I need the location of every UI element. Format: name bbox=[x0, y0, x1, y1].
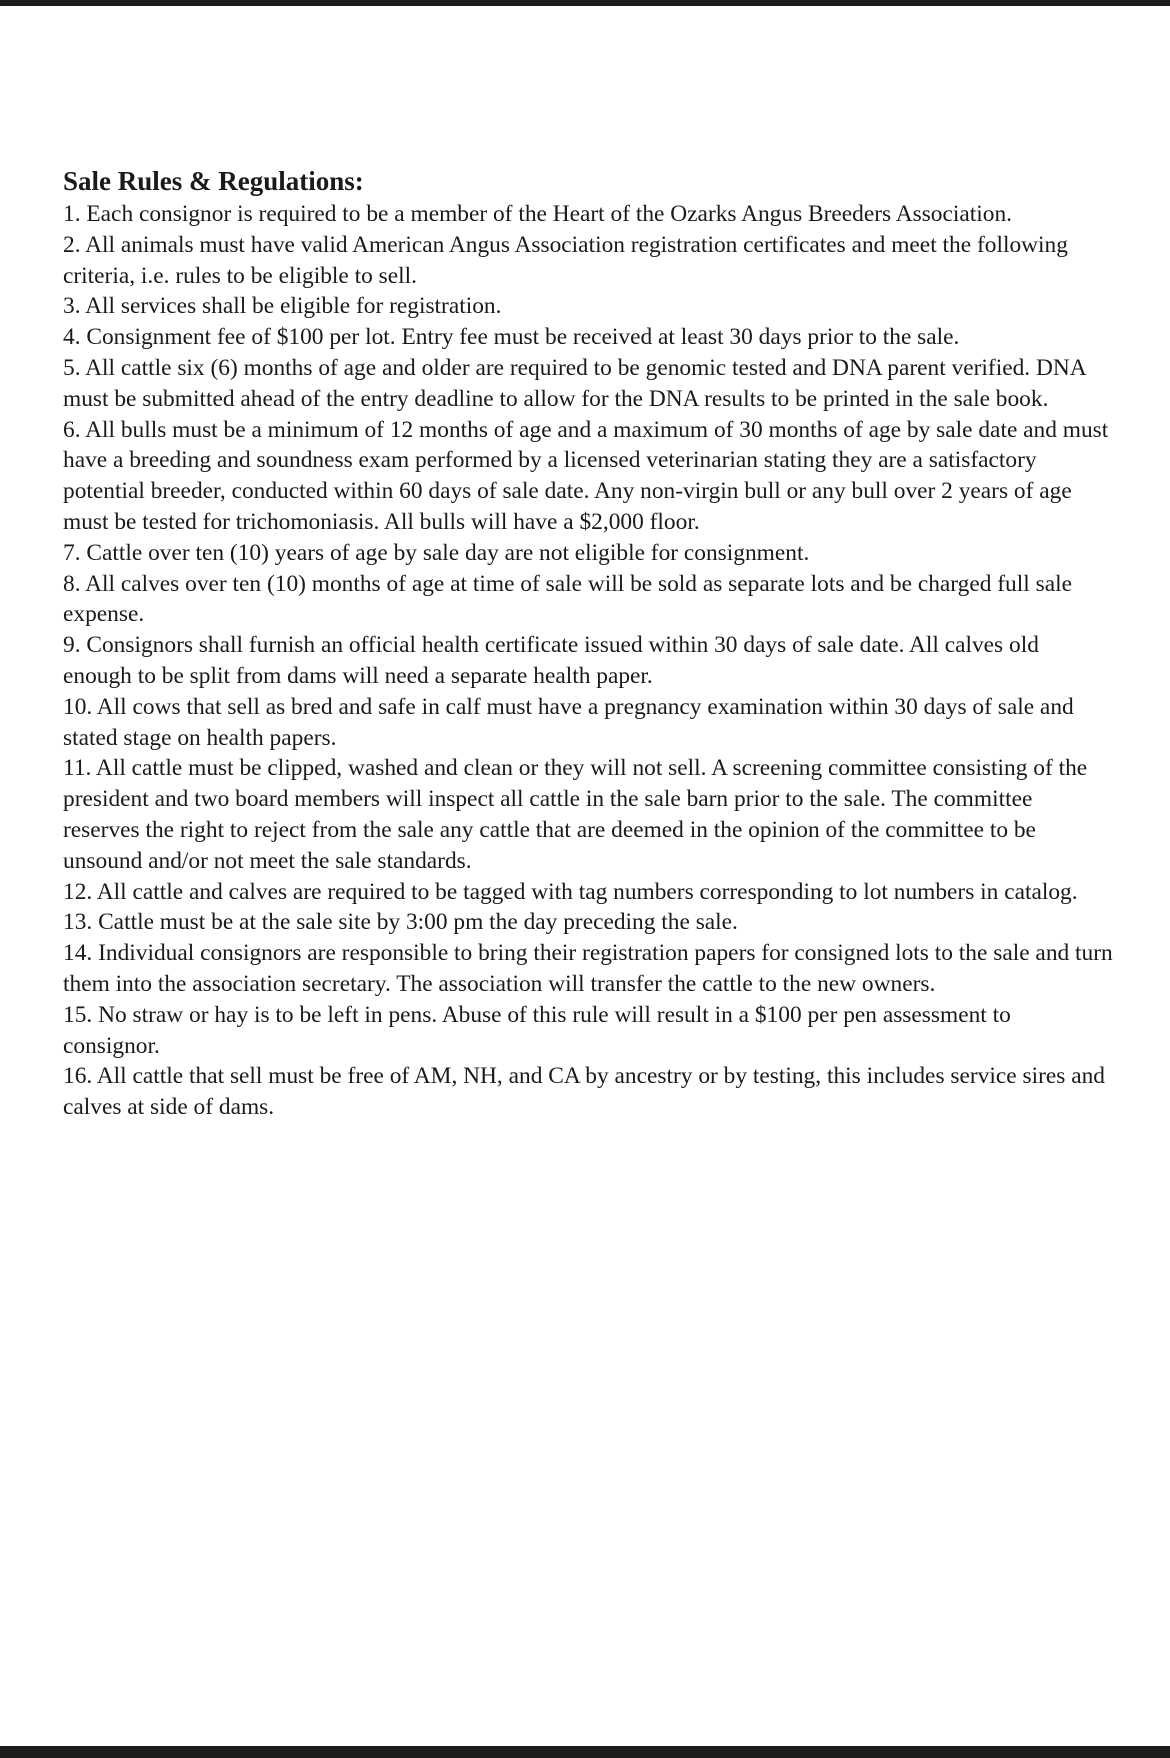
rule-4: 4. Consignment fee of $100 per lot. Entry fee must be received at least 30 days prior to the sale. bbox=[63, 324, 960, 351]
bottom-border bbox=[0, 1746, 1170, 1758]
rule-15: 15. No straw or hay is to be left in pens. Abuse of this rule will result in a $100 per pen assessment to consignor. bbox=[63, 1001, 1011, 1059]
rules-list bbox=[63, 199, 1113, 1123]
rule-13: 13. Cattle must be at the sale site by 3:00 pm the day preceding the sale. bbox=[63, 909, 738, 936]
rule-12: 12. All cattle and calves are required to be tagged with tag numbers corresponding to lot numbers in catalog. bbox=[63, 878, 1078, 905]
rule-6: 6. All bulls must be a minimum of 12 months of age and a maximum of 30 months of age by sale date and must have a breeding and soundness exam performed by a licensed veterinarian stating they are a satisfactory potential breeder, conducted within 60 days of sale date. Any non-virgin bull or any bull over 2 years of age must be tested for trichomoniasis. All bulls will have a $2,000 floor. bbox=[63, 416, 1109, 535]
rule-16: 16. All cattle that sell must be free of AM, NH, and CA by ancestry or by testing, this includes service sires and calves at side of dams. bbox=[63, 1063, 1105, 1121]
rule-2: 2. All animals must have valid American Angus Association registration certificates and meet the following criteria, i.e. rules to be eligible to sell. bbox=[63, 231, 1068, 289]
rule-9: 9. Consignors shall furnish an official health certificate issued within 30 days of sale date. All calves old enough to be split from dams will need a separate health paper. bbox=[63, 632, 1039, 689]
rule-8: 8. All calves over ten (10) months of age at time of sale will be sold as separate lots and be charged full sale expense. bbox=[63, 570, 1072, 628]
rule-11: 11. All cattle must be clipped, washed and clean or they will not sell. A screening committee consisting of the president and two board members will inspect all cattle in the sale barn prior to the sale. The committee reserves the right to reject from the sale any cattle that are deemed in the opinion of the committee to be unsound and/or not meet the sale standards. bbox=[63, 755, 1088, 874]
sale-rules-document bbox=[63, 163, 1113, 1123]
rule-3: 3. All services shall be eligible for registration. bbox=[63, 293, 502, 320]
rule-14: 14. Individual consignors are responsible to bring their registration papers for consigned lots to the sale and turn them into the association secretary. The association will transfer the cattle to the new owners. bbox=[63, 940, 1113, 997]
rule-10: 10. All cows that sell as bred and safe in calf must have a pregnancy examination within 30 days of sale and stated stage on health papers. bbox=[63, 693, 1074, 751]
rule-7: 7. Cattle over ten (10) years of age by sale day are not eligible for consignment. bbox=[63, 539, 810, 566]
rule-1: 1. Each consignor is required to be a member of the Heart of the Ozarks Angus Breeders Association. bbox=[63, 201, 1012, 227]
top-border bbox=[0, 0, 1170, 6]
document-title: Sale Rules & Regulations: bbox=[63, 166, 364, 196]
rule-5: 5. All cattle six (6) months of age and older are required to be genomic tested and DNA parent verified. DNA must be submitted ahead of the entry deadline to allow for the DNA results to be printed in the sale book. bbox=[63, 354, 1086, 412]
